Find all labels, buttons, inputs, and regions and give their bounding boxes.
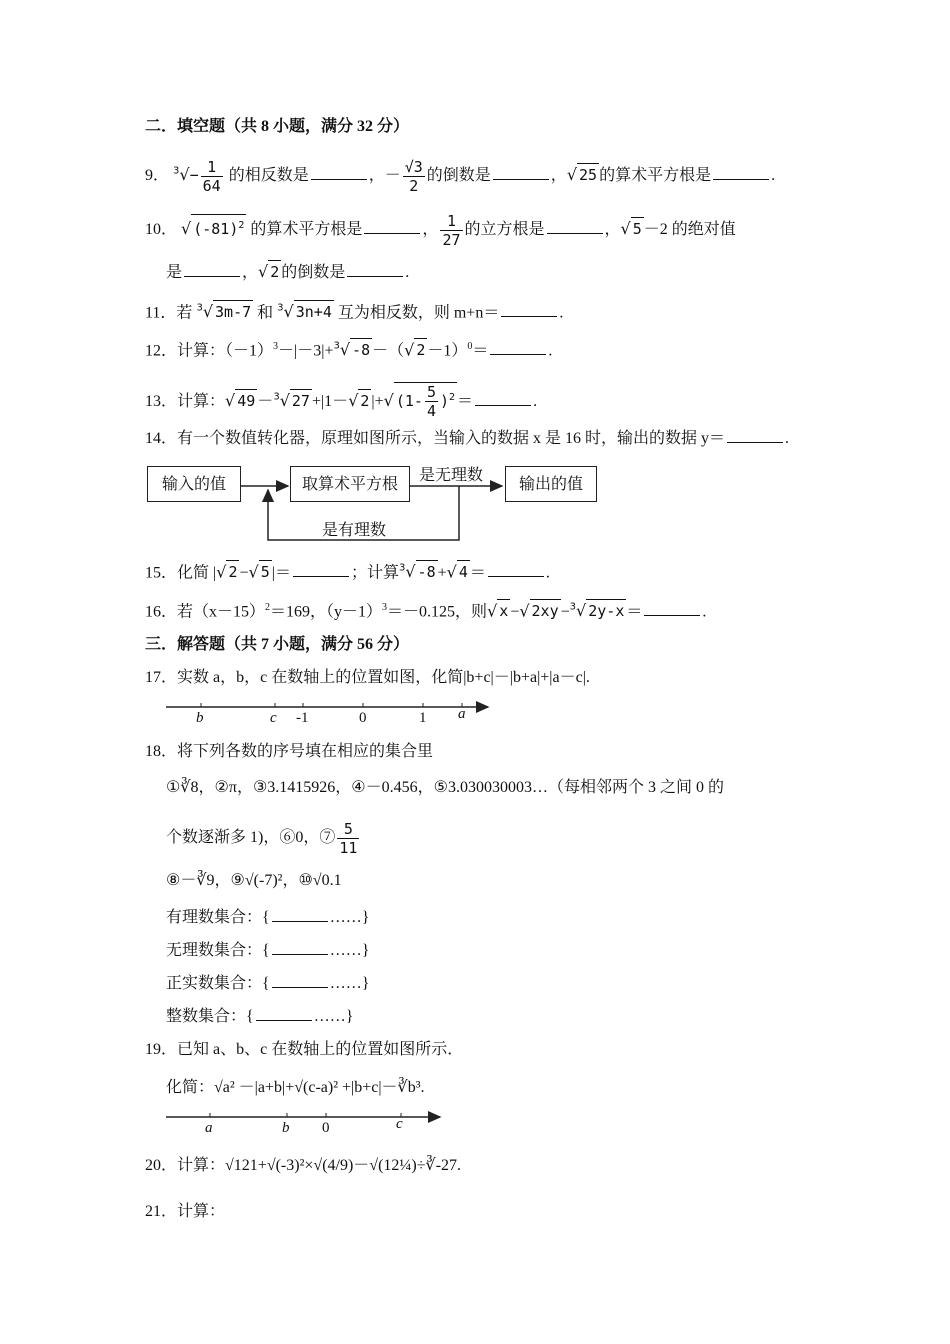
set-blank-positive [272, 973, 328, 988]
set-label-integer: 整数集合：{ [166, 1008, 254, 1025]
q10-radicand-2: 5 [631, 217, 644, 240]
q9-text-3: 的算术平方根是 [599, 167, 712, 185]
q16-text-4: ＝ [626, 603, 643, 621]
q12-text-3: －（ [372, 342, 405, 360]
q11-text-1: 若 [176, 304, 193, 322]
sqrt-symbol: √ [620, 219, 631, 239]
q16-number: 16． [145, 603, 178, 621]
cube-root-symbol: $^3$√ [333, 340, 351, 360]
q20-text: 计算：√121+√(-3)²×√(4/9)－√(12¼)÷∛-27. [177, 1157, 462, 1174]
q15-number: 15． [145, 564, 178, 582]
sqrt-symbol: √ [225, 391, 236, 410]
q11-radicand-2: 3n+4 [294, 300, 334, 323]
question-19 [145, 1039, 463, 1061]
period: . [548, 342, 553, 360]
q13-text-4: |+ [371, 393, 384, 410]
q9-radicand: 25 [577, 163, 599, 186]
q14-text: 有一个数值转化器，原理如图所示，当输入的数据 x 是 16 时，输出的数据 y＝ [177, 430, 726, 447]
q16-text-2: ＝169，（y－1） [270, 603, 383, 621]
q10-line2-text-1: 是 [166, 264, 183, 281]
q18-fraction: $\frac{5}{11}$ [339, 820, 358, 857]
q15-blank-2 [488, 562, 544, 577]
set-blank-integer [256, 1006, 312, 1021]
q9-fraction-2: $\frac{√3}{2}$ [404, 158, 423, 195]
q9-number: 9． [145, 167, 170, 185]
question-12: 12．计算：$(-1)^3-|-3|+^3√$ -8 －（√ 2 －1）$^0$＝ . [145, 340, 553, 360]
nl17-label-a: a [458, 706, 466, 722]
q10-text-2: 的立方根是 [464, 221, 545, 239]
q11-text-2: 和 [257, 304, 274, 322]
q18-number: 18． [145, 743, 178, 760]
q12-text-2: －|－3|+ [278, 342, 334, 360]
q10-line2-text-2: 的倒数是 [281, 264, 346, 281]
sqrt-symbol: √ [348, 391, 359, 410]
sqrt-symbol: √ [566, 165, 578, 185]
q10-radicand-3: 2 [268, 260, 281, 283]
set-blank-rational [272, 907, 328, 922]
sqrt-symbol: √ [404, 340, 415, 360]
q13-radicand-3: 2 [358, 389, 371, 412]
q12-radicand-1: -8 [350, 338, 372, 361]
cube-root-symbol: $^3$√ [273, 391, 290, 410]
cube-root-symbol: $^3$√ [196, 302, 214, 322]
set-label-irrational: 无理数集合：{ [166, 942, 270, 959]
section3-heading: 三．解答题（共 7 小题，满分 56 分） [145, 636, 410, 653]
q9-text-1: 的相反数是 [228, 167, 309, 185]
sqrt-symbol: √ [181, 219, 192, 239]
q16-radicand-2: 2xy [530, 599, 561, 622]
q13-fraction: $\frac{5}{4}$ [426, 383, 436, 420]
q13-r4: (1- [395, 392, 423, 410]
q12-text-5: ＝ [472, 342, 489, 360]
q16-blank [644, 601, 700, 616]
q20-number: 20． [145, 1157, 178, 1174]
q12-text-4: －1） [427, 342, 468, 360]
sqrt-symbol: √ [216, 562, 227, 582]
q15-text-1: 化简 [177, 564, 210, 582]
q18-set-rational [166, 907, 369, 929]
q15-blank-1 [293, 562, 349, 577]
period: . [702, 603, 707, 621]
q19-text: 已知 a、b、c 在数轴上的位置如图所示． [177, 1041, 464, 1058]
nl19-label-b: b [282, 1120, 290, 1136]
period: . [533, 393, 538, 410]
section2-heading: 二．填空题（共 8 小题，满分 32 分） [145, 118, 410, 135]
question-17 [145, 667, 590, 689]
nl17-label-1: 1 [419, 710, 427, 726]
nl17-label-neg1: -1 [296, 710, 309, 726]
q18-line-1: ①∛8，②π，③3.1415926，④－0.456，⑤3.030030003…（每相邻两个 3 之间 0 的 [166, 779, 724, 796]
flow-label-irrational: 是无理数 [419, 465, 484, 484]
q13-text-3: +|1－ [311, 393, 349, 410]
q17-text: 实数 a，b，c 在数轴上的位置如图，化简|b+c|－|b+a|+|a－c|. [177, 669, 590, 686]
set-blank-irrational [272, 940, 328, 955]
question-9: 9． $^3$√− $\frac{1}{64}$ 的相反数是 ，－ $\frac{√3}{2}$ 的倒数是 ，√ 25 的算术平方根是 . [145, 158, 776, 195]
question-10: 10． √ $(-81)^2$ 的算术平方根是 ， $\frac{1}{27}$ 的立方根是 ，√ 5 －2 的绝对值 [145, 212, 736, 249]
q10-fraction: $\frac{1}{27}$ [442, 212, 461, 249]
set-label-rational: 有理数集合：{ [166, 909, 270, 926]
set-dots: ……} [329, 909, 370, 926]
question-18 [145, 741, 433, 763]
cube-root-symbol: $^3$√ [398, 562, 416, 582]
q16-radicand-3: 2y-x [586, 599, 626, 622]
set-label-positive: 正实数集合：{ [166, 975, 270, 992]
set-dots: ……} [313, 1008, 354, 1025]
period: . [545, 564, 550, 582]
sqrt-symbol: √ [258, 262, 269, 281]
q18-text: 将下列各数的序号填在相应的集合里 [177, 743, 434, 760]
nl19-label-a: a [205, 1120, 213, 1136]
q10-number: 10． [145, 221, 178, 239]
q15-radicand-1: 2 [226, 560, 239, 583]
q13-number: 13． [145, 393, 178, 410]
question-21 [145, 1201, 225, 1223]
question-20 [145, 1155, 461, 1177]
period: . [405, 264, 410, 281]
q12-radicand-2: 2 [414, 338, 427, 361]
q9-minus: − [189, 166, 199, 185]
q13-text-1: 计算： [177, 393, 226, 410]
q13-radicand-4: (1- $\frac{5}{4}$ )$^2$ [395, 383, 456, 420]
flow-process-box: 取算术平方根 [290, 466, 410, 502]
q10-radicand-1: $(-81)^2$ [191, 214, 246, 240]
q12-number: 12． [145, 342, 178, 360]
cube-root-symbol: $^3$√ [173, 165, 190, 185]
q11-text-3: 互为相反数，则 m+n＝ [337, 304, 500, 322]
cube-root-symbol: $^3$√ [569, 601, 587, 621]
nl19-label-c: c [396, 1116, 403, 1132]
q10-r1: (-81) [193, 220, 239, 239]
period: . [559, 304, 564, 322]
question-15: 15．化简 |√ 2 −√ 5 |＝ ；计算$^3$√ -8 +√ 4 ＝ . [145, 562, 550, 582]
q9-text-2: 的倒数是 [426, 167, 491, 185]
q13-radicand-2: 27 [290, 389, 312, 412]
q19-number: 19． [145, 1041, 178, 1058]
flow-input-box: 输入的值 [147, 466, 241, 502]
sqrt-symbol: √ [446, 562, 457, 582]
q14-number: 14． [145, 430, 178, 447]
q13-text-2: － [257, 393, 274, 410]
q13-text-5: ＝ [457, 393, 474, 410]
question-10-line-2: 是 ，√ 2 的倒数是 . [166, 262, 410, 281]
nl17-label-c: c [270, 710, 277, 726]
q21-number: 21． [145, 1203, 178, 1220]
q13-radicand-1: 49 [235, 389, 257, 412]
q17-number: 17． [145, 669, 178, 686]
q18-line-3: ⑧－∛9，⑨√(-7)²，⑩√0.1 [166, 872, 342, 889]
sqrt-symbol: √ [487, 601, 498, 621]
q15-text-2: ＝ [274, 564, 291, 582]
cube-root-symbol: $^3$√ [277, 302, 294, 322]
q11-radicand-1: 3m-7 [213, 300, 253, 323]
set-dots: ……} [329, 975, 370, 992]
set-dots: ……} [329, 942, 370, 959]
q21-text: 计算： [177, 1203, 226, 1220]
nl19-label-0: 0 [322, 1120, 330, 1136]
q18-set-irrational [166, 940, 369, 962]
sqrt-symbol: √ [248, 562, 259, 582]
q15-text-3: ；计算 [350, 564, 399, 582]
q9-fraction-1: $\frac{1}{64}$ [202, 158, 221, 195]
sqrt-symbol: √ [383, 391, 394, 410]
q18-set-positive [166, 973, 369, 995]
q15-radicand-4: 4 [457, 560, 470, 583]
q10-text-1: 的算术平方根是 [250, 221, 363, 239]
q16-text-3: ＝－0.125，则 [387, 603, 488, 621]
period: . [771, 167, 776, 185]
sqrt-symbol: √ [519, 601, 530, 621]
q16-radicand-1: x [497, 599, 510, 622]
flow-label-rational: 是有理数 [322, 520, 387, 539]
nl17-label-0: 0 [359, 710, 367, 726]
question-16: 16．若$(x-15)^2=169$，$(y-1)^3=-0.125$，则√ x −√ 2xy −$^3$√ 2y-x ＝ . [145, 601, 707, 621]
nl17-label-b: b [196, 710, 204, 726]
flow-output-box: 输出的值 [505, 466, 597, 502]
q12-text-1: 计算：（－1） [177, 342, 274, 360]
q11-number: 11． [145, 304, 177, 322]
q18-line2-text: 个数逐渐多 1)，⑥0，⑦ [166, 829, 336, 847]
period: . [785, 430, 790, 447]
q10-text-3: －2 的绝对值 [643, 221, 736, 239]
q19-expression: 化简：√a² －|a+b|+√(c-a)² +|b+c|－∛b³. [166, 1079, 425, 1096]
q15-text-4: ＝ [469, 564, 486, 582]
q15-radicand-2: 5 [259, 560, 272, 583]
q18-line-2 [166, 820, 361, 857]
q15-radicand-3: -8 [416, 560, 438, 583]
q18-set-integer [166, 1006, 353, 1028]
q16-text-1: 若（x－15） [177, 603, 266, 621]
